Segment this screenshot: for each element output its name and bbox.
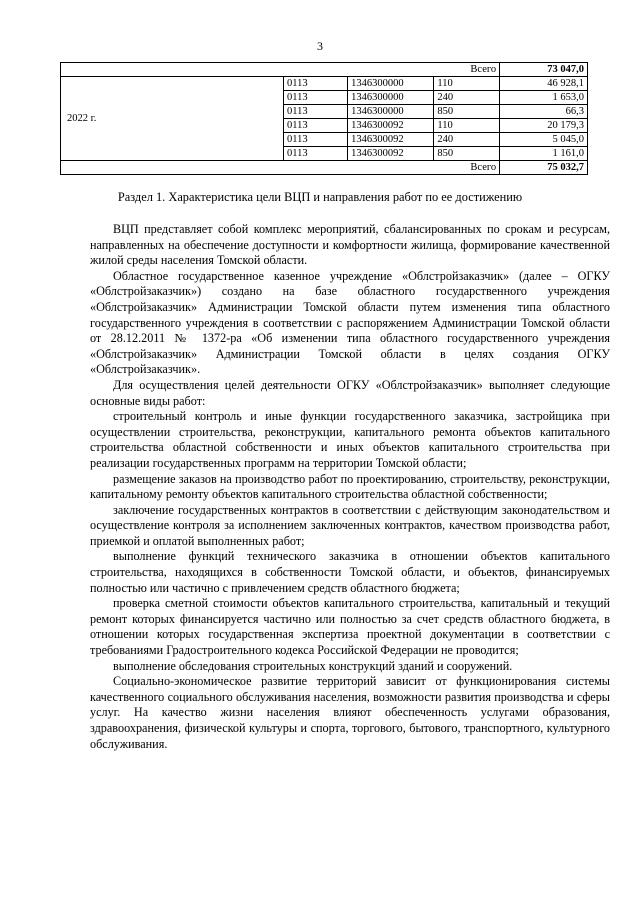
- page-number: 3: [317, 39, 323, 53]
- year-cell: 2022 г.: [61, 77, 284, 161]
- amount-cell: 5 045,0: [500, 133, 588, 147]
- list-item: выполнение функций технического заказчика в отношении объектов капитального строительства, находящихся в собственности Томской области, и объектов, финансируемых полностью или частично с привлечением средств областного бюджета;: [90, 549, 610, 595]
- list-item: заключение государственных контрактов в соответствии с действующим законодательством и осуществление контроля за исполнением заключенных контрактов, качеством производства работ, приемкой и оплатой выполненных работ;: [90, 502, 610, 548]
- paragraph: Социально-экономическое развитие территорий зависит от функционирования системы качественного социального обслуживания населения, возможности развития производства и сферы услуг. На качество жизни населения влияют обеспеченность услугами образования, здравоохранения, физической культуры и спорта, торгового, бытового, транспортного, культурного обслуживания.: [90, 674, 610, 751]
- code-cell: 0113: [284, 133, 348, 147]
- code-cell: 0113: [284, 147, 348, 161]
- article-cell: 1346300000: [348, 91, 434, 105]
- type-cell: 240: [434, 133, 500, 147]
- amount-cell: 66,3: [500, 105, 588, 119]
- total-value: 75 032,7: [500, 161, 588, 175]
- type-cell: 110: [434, 119, 500, 133]
- type-cell: 850: [434, 105, 500, 119]
- total-label: Всего: [61, 63, 500, 77]
- type-cell: 110: [434, 77, 500, 91]
- paragraph: Для осуществления целей деятельности ОГКУ «Облстройзаказчик» выполняет следующие основные виды работ:: [90, 377, 610, 408]
- paragraph: ВЦП представляет собой комплекс мероприятий, сбалансированных по срокам и ресурсам, направленных на обеспечение доступности и комфортности жилища, формирование качественной жилой среды населения Томской области.: [90, 222, 610, 268]
- amount-cell: 1 161,0: [500, 147, 588, 161]
- list-item: выполнение обследования строительных конструкций зданий и сооружений.: [113, 658, 513, 673]
- code-cell: 0113: [284, 119, 348, 133]
- article-cell: 1346300092: [348, 147, 434, 161]
- table-row: [61, 77, 588, 91]
- amount-cell: 20 179,3: [500, 119, 588, 133]
- type-cell: 240: [434, 91, 500, 105]
- total-label: Всего: [61, 161, 500, 175]
- code-cell: 0113: [284, 105, 348, 119]
- section-title: Раздел 1. Характеристика цели ВЦП и направления работ по ее достижению: [117, 190, 523, 204]
- total-value: 73 047,0: [500, 63, 588, 77]
- list-item: размещение заказов на производство работ по проектированию, строительству, реконструкции, капитальному ремонту объектов капитального строительства областной собственности;: [90, 471, 610, 502]
- amount-cell: 1 653,0: [500, 91, 588, 105]
- article-cell: 1346300092: [348, 133, 434, 147]
- code-cell: 0113: [284, 77, 348, 91]
- table-total-row: [61, 161, 588, 175]
- article-cell: 1346300092: [348, 119, 434, 133]
- article-cell: 1346300000: [348, 77, 434, 91]
- paragraph: Областное государственное казенное учреждение «Облстройзаказчик» (далее – ОГКУ «Облстройзаказчик») создано на базе областного государственного учреждения «Облстройзаказчик» Администрации Томской области путем изменения типа областного государственного учреждения в соответствии с распоряжением Администрации Томской области от 28.12.2011 № 1372-ра «Об изменении типа областного государственного учреждения «Облстройзаказчик» Администрации Томской области в целях создания ОГКУ «Облстройзаказчик».: [90, 268, 610, 377]
- type-cell: 850: [434, 147, 500, 161]
- amount-cell: 46 928,1: [500, 77, 588, 91]
- list-item: строительный контроль и иные функции государственного заказчика, застройщика при осуществлении строительства, реконструкции, капитального ремонта объектов капитального строительства областной собственности и иных объектов капитального строительства при реализации государственных программ на территории Томской области;: [90, 409, 610, 470]
- body-text: [90, 222, 610, 752]
- table-total-row: [61, 63, 588, 77]
- list-item: проверка сметной стоимости объектов капитального строительства, капитальный и текущий ремонт которых финансируется частично или полностью за счет средств областного бюджета, в отношении которых государственная экспертиза проектной документации в соответствии с требованиями Градостроительного кодекса Российской Федерации не проводится;: [90, 596, 610, 658]
- financing-table: [60, 62, 588, 175]
- article-cell: 1346300000: [348, 105, 434, 119]
- code-cell: 0113: [284, 91, 348, 105]
